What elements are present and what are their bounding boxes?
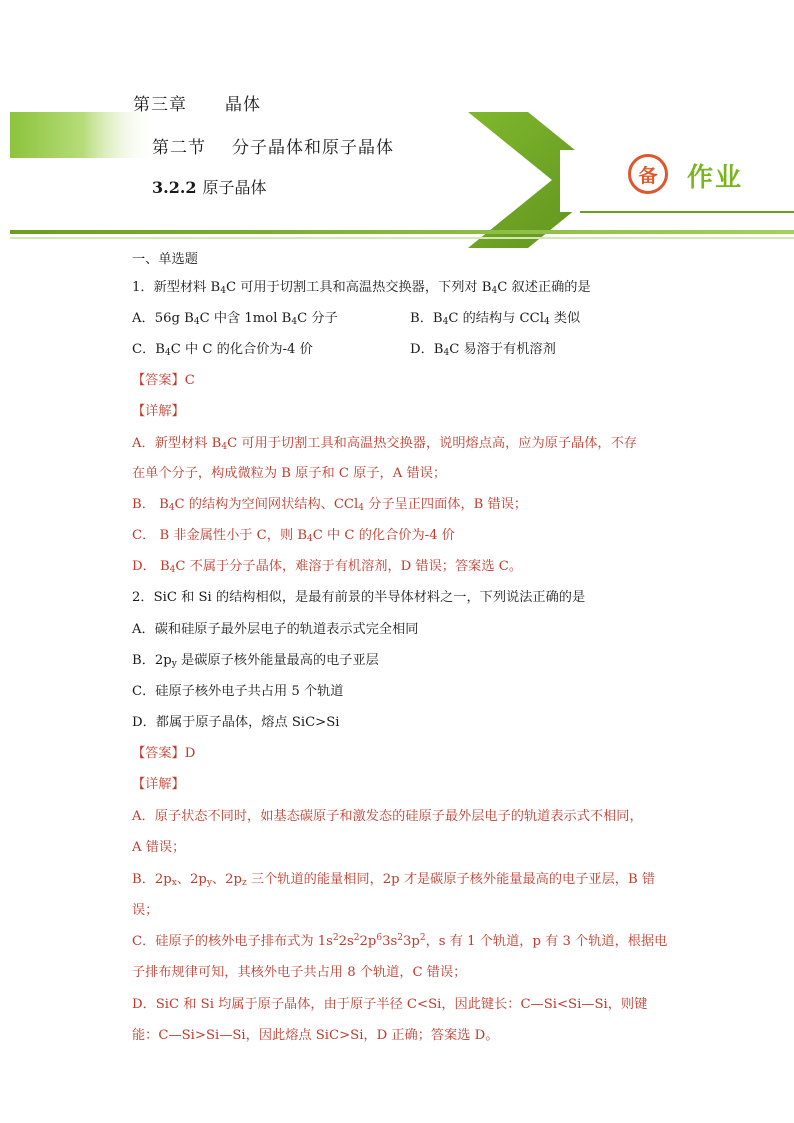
lesson-title: 3.2.2 原子晶体 [152,178,267,197]
q2-detail-c2: 子排布规律可知，其核外电子共占用 8 个轨道，C 错误； [132,965,467,980]
q1-detail-a1: A．新型材料 $B_4C$ 可用于切割工具和高温热交换器，说明熔点高，应为原子晶体，不存 [132,436,637,452]
chapter-title: 第三章 晶体 [133,95,261,115]
q1-stem: 1．新型材料 $B_4C$ 可用于切割工具和高温热交换器，下列对 $B_4C$ 叙述正确的是 [132,280,591,296]
q2-detail-b1: B．$2p_x$、$2p_y$、$2p_z$ 三个轨道的能量相同，2p 才是碳原子核外能量最高的电子亚层，B 错 [132,872,656,888]
q2-detail-label: 【详解】 [132,777,185,792]
q1-option-b: B．$B_4C$ 的结构与 CCl$_4$ 类似 [410,311,581,327]
q2-stem: 2．SiC 和 Si 的结构相似，是最有前景的半导体材料之一，下列说法正确的是 [132,590,586,605]
q2-detail-d2: 能：C—Si>Si—Si，因此熔点 SiC>Si，D 正确；答案选 D。 [132,1028,499,1043]
q1-option-a: A．56g $B_4C$ 中含 1mol $B_4C$ 分子 [132,311,338,327]
q2-option-c: C．硅原子核外电子共占用 5 个轨道 [132,684,344,699]
q1-option-c: C．$B_4C$ 中 C 的化合价为-4 价 [132,342,313,358]
q2-detail-d1: D．SiC 和 Si 均属于原子晶体，由于原子半径 C<Si，因此键长：C—Si<Si—Si，则键 [132,997,648,1012]
q1-detail-b: B． $B_4C$ 的结构为空间网状结构、CCl$_4$ 分子呈正四面体，B 错误； [132,497,528,513]
q1-detail-d: D． $B_4C$ 不属于分子晶体，难溶于有机溶剂，D 错误；答案选 C。 [132,559,523,575]
q2-option-a: A．碳和硅原子最外层电子的轨道表示式完全相同 [132,622,419,637]
q2-option-b: B．$2p_y$ 是碳原子核外能量最高的电子亚层 [132,653,379,669]
q2-detail-b2: 误； [132,903,159,918]
banner-graphic [0,0,794,250]
q2-detail-a2: A 错误； [132,840,186,855]
bei-badge-icon: 备 [628,154,668,194]
q1-detail-a2: 在单个分子，构成微粒为 B 原子和 C 原子，A 错误； [132,466,447,481]
q1-option-d: D．$B_4C$ 易溶于有机溶剂 [410,342,556,358]
q1-detail-c: C． B 非金属性小于 C，则 $B_4C$ 中 C 的化合价为-4 价 [132,528,455,544]
homework-label: 作业 [687,163,744,193]
section-heading: 一、单选题 [132,252,198,267]
q2-detail-a1: A．原子状态不同时，如基态碳原子和激发态的硅原子最外层电子的轨道表示式不相同， [132,809,643,824]
q2-answer: 【答案】D [132,746,196,761]
header-banner [0,0,794,250]
header-underline [10,230,794,234]
q1-detail-label: 【详解】 [132,404,185,419]
section-title: 第二节 分子晶体和原子晶体 [152,138,394,158]
q1-answer: 【答案】C [132,373,195,388]
q2-option-d: D．都属于原子晶体，熔点 SiC>Si [132,715,340,730]
q2-detail-c1: C．硅原子的核外电子排布式为 $1s^22s^22p^63s^23p^2$，s 有 1 个轨道，p 有 3 个轨道，根据电 [132,933,668,949]
